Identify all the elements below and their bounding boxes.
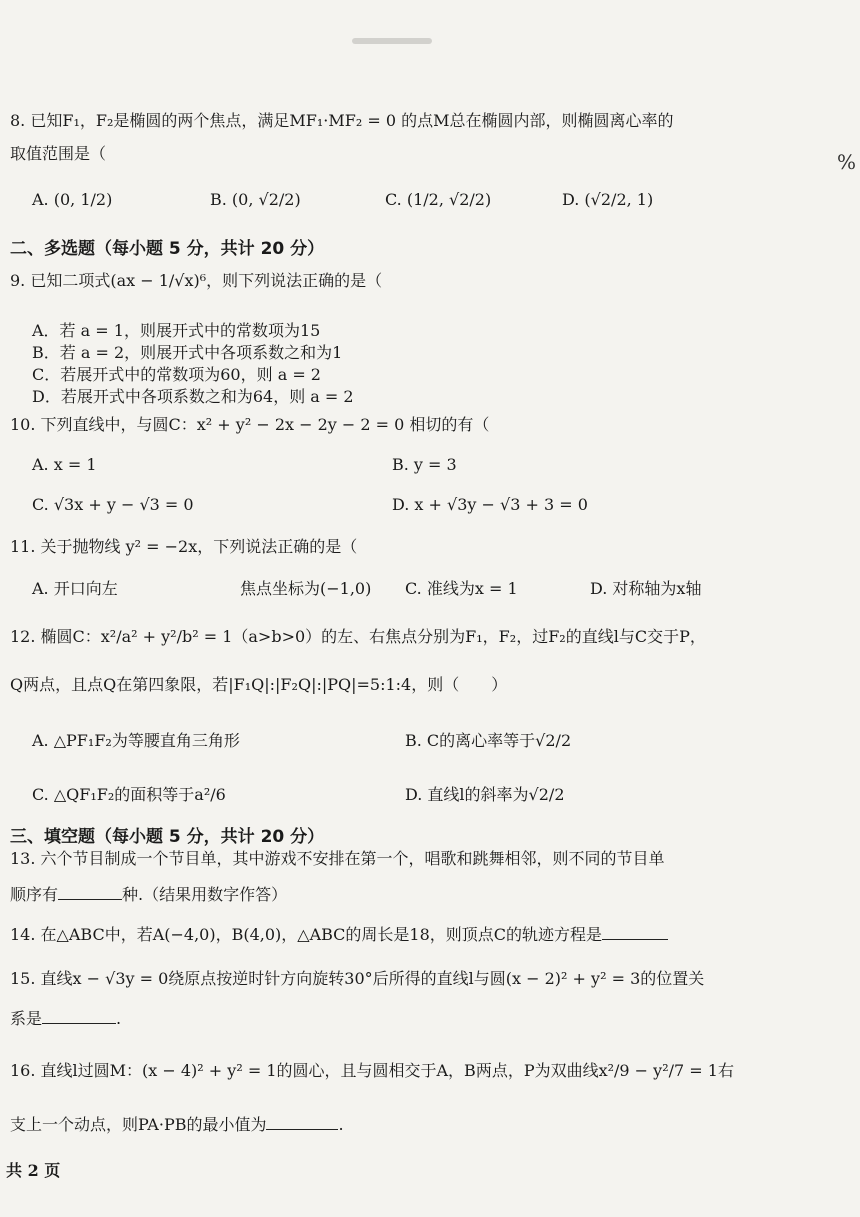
q8-line2: 取值范围是（ bbox=[10, 144, 107, 163]
q8-option-b: B. (0, √2/2) bbox=[210, 190, 301, 209]
q11-option-d: D. 对称轴为x轴 bbox=[590, 579, 702, 598]
q9-option-b: B．若 a = 2，则展开式中各项系数之和为1 bbox=[32, 343, 343, 362]
q12-option-b: B. C的离心率等于√2/2 bbox=[405, 731, 572, 750]
q8-option-d: D. (√2/2, 1) bbox=[562, 190, 654, 209]
q11-option-a: A. 开口向左 bbox=[32, 579, 118, 598]
q13-line2-start: 顺序有 bbox=[10, 885, 59, 904]
q13-line1: 13. 六个节目制成一个节目单，其中游戏不安排在第一个，唱歌和跳舞相邻，则不同的节目单 bbox=[10, 849, 665, 868]
q16-line2-text: 支上一个动点，则PA·PB的最小值为 bbox=[10, 1115, 267, 1134]
q16-line2 bbox=[10, 1114, 344, 1136]
section-2-title: 二、多选题（每小题 5 分，共计 20 分） bbox=[10, 239, 325, 259]
q9-stem: 9. 已知二项式(ax − 1/√x)⁶，则下列说法正确的是（ bbox=[10, 271, 383, 290]
q16-period: . bbox=[338, 1115, 344, 1134]
q15-period: . bbox=[116, 1009, 122, 1028]
q8-line1: 8. 已知F₁，F₂是椭圆的两个焦点，满足MF₁·MF₂ = 0 的点M总在椭圆内部，则椭圆离心率的 bbox=[10, 111, 674, 130]
q11-option-b: 焦点坐标为(−1,0) bbox=[240, 579, 372, 598]
q12-line1: 12. 椭圆C：x²/a² + y²/b² = 1（a>b>0）的左、右焦点分别为F₁，F₂，过F₂的直线l与C交于P， bbox=[10, 627, 706, 646]
page-footer: 共 2 页 bbox=[6, 1161, 61, 1180]
edge-mark: % bbox=[836, 150, 856, 174]
q14-line bbox=[10, 924, 668, 946]
q14-text: 14. 在△ABC中，若A(−4,0)，B(4,0)，△ABC的周长是18，则顶点C的轨迹方程是 bbox=[10, 925, 603, 944]
q15-answer-blank[interactable] bbox=[42, 1009, 116, 1024]
q9-option-d: D．若展开式中各项系数之和为64，则 a = 2 bbox=[32, 387, 354, 406]
q10-option-c: C. √3x + y − √3 = 0 bbox=[32, 495, 194, 514]
q16-line1: 16. 直线l过圆M：(x − 4)² + y² = 1的圆心，且与圆相交于A，B两点，P为双曲线x²/9 − y²/7 = 1右 bbox=[10, 1061, 734, 1080]
q12-line2: Q两点，且点Q在第四象限，若|F₁Q|:|F₂Q|:|PQ|=5:1:4，则（ ） bbox=[10, 675, 508, 694]
q15-line2 bbox=[10, 1008, 121, 1030]
q9-option-a: A．若 a = 1，则展开式中的常数项为15 bbox=[32, 321, 321, 340]
q14-answer-blank[interactable] bbox=[602, 925, 668, 940]
q16-answer-blank[interactable] bbox=[266, 1115, 338, 1130]
q12-option-d: D. 直线l的斜率为√2/2 bbox=[405, 785, 565, 804]
q10-stem: 10. 下列直线中，与圆C：x² + y² − 2x − 2y − 2 = 0 相切的有（ bbox=[10, 415, 490, 434]
q10-option-b: B. y = 3 bbox=[392, 455, 457, 474]
q13-line2 bbox=[10, 884, 287, 906]
q8-option-a: A. (0, 1/2) bbox=[32, 190, 113, 209]
q9-option-c: C．若展开式中的常数项为60，则 a = 2 bbox=[32, 365, 321, 384]
q15-line2-text: 系是 bbox=[10, 1009, 43, 1028]
q12-option-c: C. △QF₁F₂的面积等于a²/6 bbox=[32, 785, 226, 804]
q10-option-d: D. x + √3y − √3 + 3 = 0 bbox=[392, 495, 588, 514]
q8-option-c: C. (1/2, √2/2) bbox=[385, 190, 492, 209]
q11-option-c: C. 准线为x = 1 bbox=[405, 579, 518, 598]
section-3-title: 三、填空题（每小题 5 分，共计 20 分） bbox=[10, 827, 325, 847]
q11-stem: 11. 关于抛物线 y² = −2x，下列说法正确的是（ bbox=[10, 537, 358, 556]
q15-line1: 15. 直线x − √3y = 0绕原点按逆时针方向旋转30°后所得的直线l与圆(x − 2)² + y² = 3的位置关 bbox=[10, 969, 705, 988]
q13-line2-end: 种.（结果用数字作答） bbox=[122, 885, 288, 904]
q12-option-a: A. △PF₁F₂为等腰直角三角形 bbox=[32, 731, 240, 750]
q10-option-a: A. x = 1 bbox=[32, 455, 97, 474]
q13-answer-blank[interactable] bbox=[58, 885, 122, 900]
scan-artifact bbox=[352, 38, 432, 44]
